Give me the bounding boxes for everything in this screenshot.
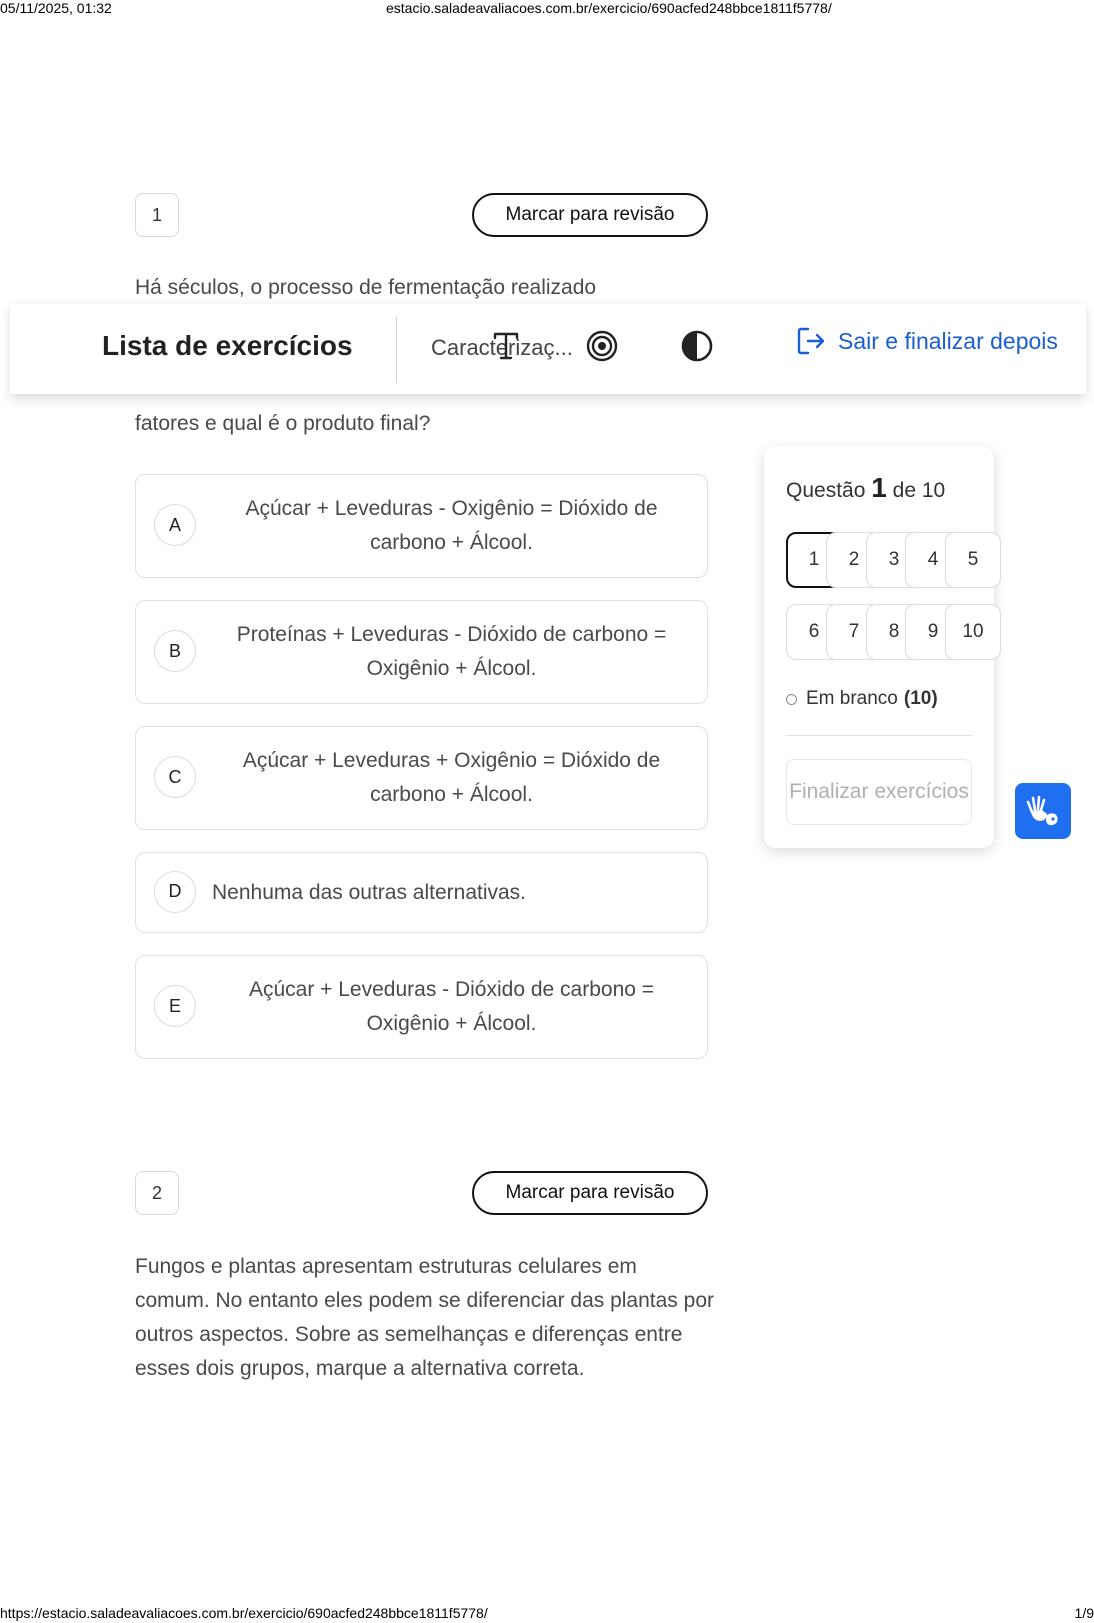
divider [396,317,397,383]
finish-exercises-button[interactable]: Finalizar exercícios [786,759,972,825]
option-text: Açúcar + Leveduras - Oxigênio = Dióxido de carbono + Álcool. [245,497,658,554]
question-number: 1 [135,193,179,237]
option-letter: A [154,504,196,546]
print-footer-url: https://estacio.saladeavaliacoes.com.br/exercicio/690acfed248bbce1811f5778/ [0,1605,488,1621]
top-bar [10,304,1086,394]
divider [786,735,972,736]
mark-for-review-button[interactable]: Marcar para revisão [472,193,708,237]
question-prefix: Questão [786,479,866,502]
page-title: Lista de exercícios [102,330,353,361]
nav-question-2[interactable]: 2 [826,532,882,588]
blank-status [786,688,938,710]
mark-for-review-button[interactable]: Marcar para revisão [472,1171,708,1215]
option-d[interactable] [135,852,708,933]
blank-dot-icon [786,694,797,705]
nav-question-5[interactable]: 5 [945,532,1001,588]
option-text: Açúcar + Leveduras - Dióxido de carbono = Oxigênio + Álcool. [248,978,655,1035]
option-c[interactable] [135,726,708,830]
option-letter: E [154,985,196,1027]
nav-question-10[interactable]: 10 [945,604,1001,660]
print-date: 05/11/2025, 01:32 [0,0,112,16]
option-text: Nenhuma das outras alternativas. [212,880,527,904]
nav-question-7[interactable]: 7 [826,604,882,660]
focus-target-icon[interactable] [585,329,619,368]
nav-question-3[interactable]: 3 [866,532,922,588]
option-text: Proteínas + Leveduras - Dióxido de carbono = Oxigênio + Álcool. [236,623,667,680]
exit-button[interactable] [796,326,1058,356]
question-text: Fungos e plantas apresentam estruturas celulares em comum. No entanto eles podem se diferenciar das plantas por outros aspectos. Sobre as semelhanças e diferenças entre esses dois grupos, marque a alternativa correta. [135,1255,714,1380]
sign-language-icon [1024,792,1062,830]
contrast-icon[interactable] [680,329,714,368]
question-counter [786,472,945,504]
print-header [0,0,1094,16]
question-text-end: fatores e qual é o produto final? [135,412,431,435]
nav-question-6[interactable]: 6 [786,604,842,660]
sign-language-button[interactable] [1015,783,1071,839]
nav-question-4[interactable]: 4 [905,532,961,588]
option-text: Açúcar + Leveduras + Oxigênio = Dióxido de carbono + Álcool. [242,749,661,806]
option-letter: D [154,871,196,913]
option-letter: C [154,756,196,798]
subject-title: Caracterizaç... [431,335,573,360]
print-footer [0,1605,1094,1621]
question-text: Há séculos, o processo de fermentação realizado [135,276,597,299]
nav-question-1[interactable]: 1 [786,532,842,588]
blank-count: (10) [903,688,938,709]
nav-question-9[interactable]: 9 [905,604,961,660]
print-url: estacio.saladeavaliacoes.com.br/exercicio/690acfed248bbce1811f5778/ [386,0,832,16]
exit-icon [796,326,826,356]
blank-label: Em branco [806,688,898,709]
print-page-number: 1/9 [1074,1605,1094,1621]
option-letter: B [154,630,196,672]
nav-question-8[interactable]: 8 [866,604,922,660]
question-nav-panel [764,446,994,848]
question-total: de 10 [892,479,946,502]
question-number: 2 [135,1171,179,1215]
option-e[interactable] [135,955,708,1059]
option-a[interactable] [135,474,708,578]
text-size-icon[interactable] [492,330,520,369]
current-question: 1 [871,472,887,503]
exit-label: Sair e finalizar depois [838,327,1058,354]
option-b[interactable] [135,600,708,704]
